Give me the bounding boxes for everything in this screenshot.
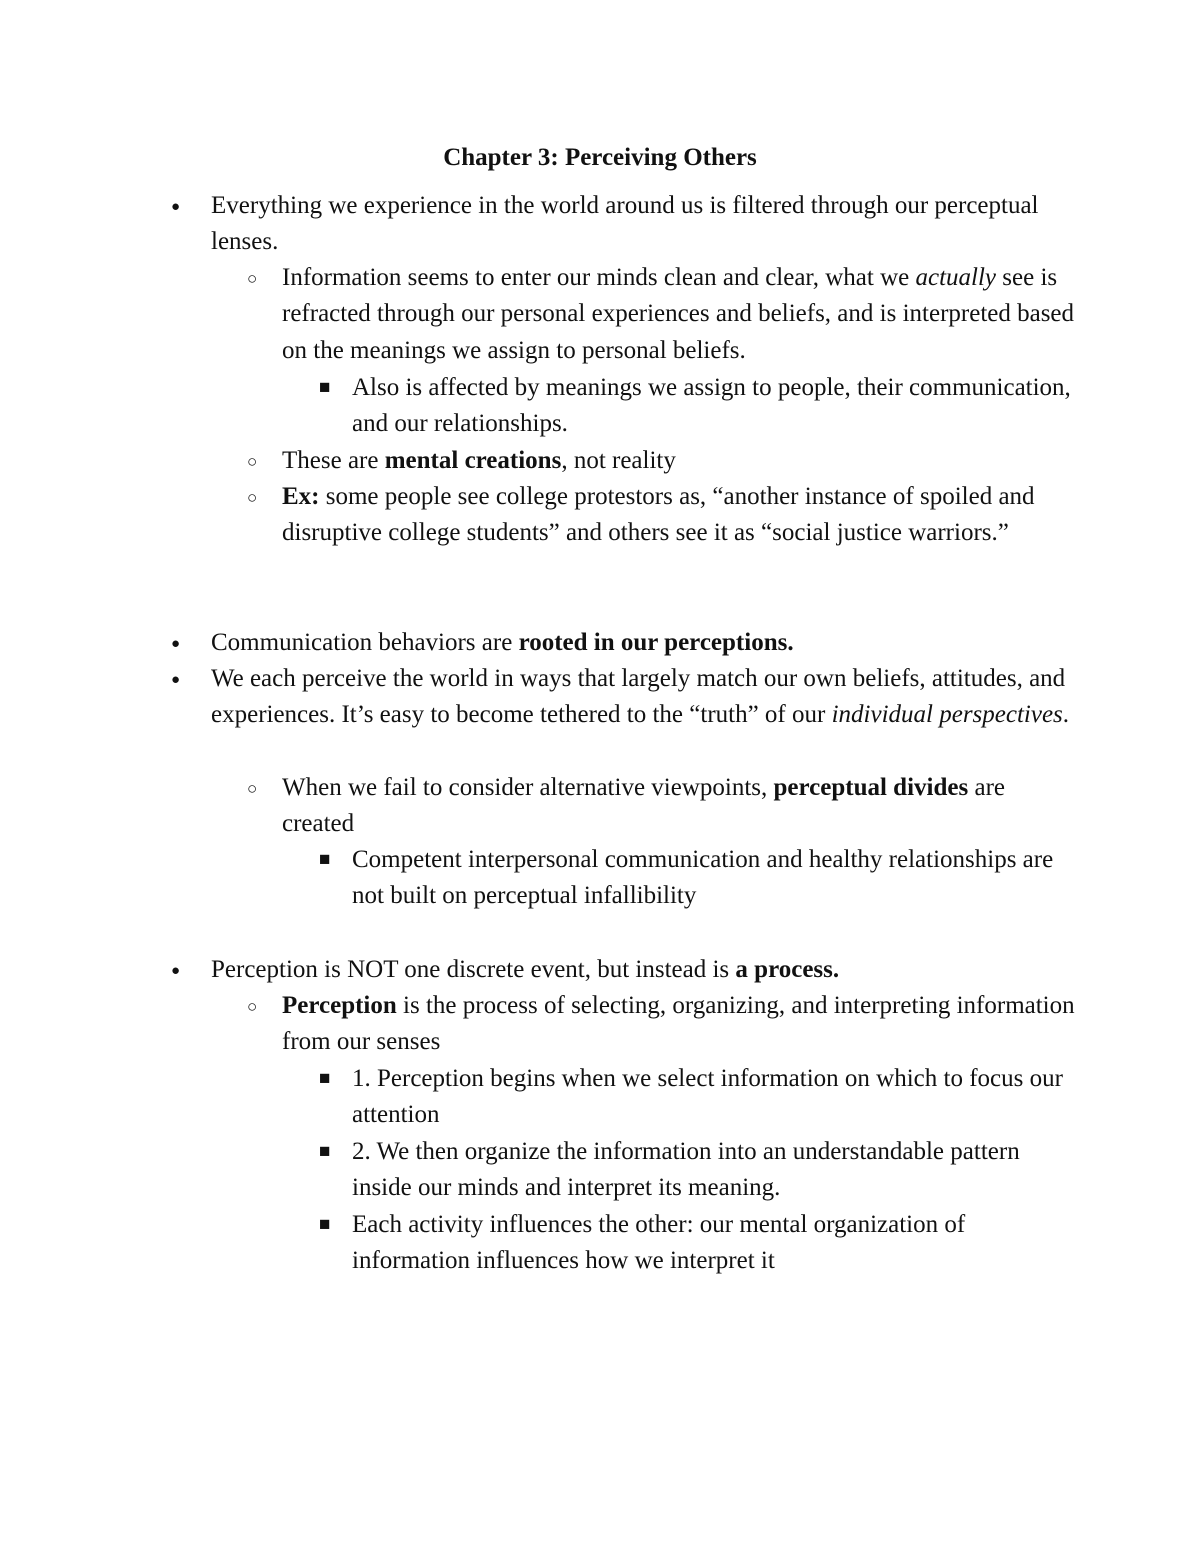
list-item [319,1061,1072,1134]
bullet-square-icon: ■ [319,1068,331,1089]
item-text: Also is affected by meanings we assign to people, their communication, and our relationships. [352,374,1071,438]
bullet-disc-icon: ● [171,672,181,688]
list-item [171,952,1071,988]
bullet-disc-icon: ● [171,199,181,215]
list-item [247,479,1082,552]
list-item [247,770,1082,843]
bullet-circle-icon: ○ [247,488,258,507]
bullet-disc-icon: ● [171,636,181,652]
list-item [319,842,1072,915]
item-text: These are [282,447,385,474]
bold-text: rooted in our perceptions. [518,629,794,656]
item-text: Communication behaviors are [211,629,519,656]
item-text: Everything we experience in the world around us is filtered through our perceptual lenses. [211,192,1039,256]
list-item [247,260,1082,369]
bullet-square-icon: ■ [319,849,331,870]
item-text: are created [282,774,1005,838]
list-item [171,188,1071,261]
bold-text: Perception [282,992,397,1019]
italic-text: actually [915,264,997,291]
bullet-disc-icon: ● [171,963,181,979]
list-item [247,988,1082,1061]
bullet-circle-icon: ○ [247,997,258,1016]
bullet-circle-icon: ○ [247,779,258,798]
bullet-square-icon: ■ [319,1214,331,1235]
list-item [171,625,1071,661]
bullet-circle-icon: ○ [247,269,258,288]
item-text: Competent interpersonal communication and healthy relationships are not built on perceptual infallibility [352,846,1054,910]
item-text: 1. Perception begins when we select information on which to focus our attention [352,1065,1063,1129]
item-text: see is refracted through our personal experiences and beliefs, and is interpreted based on the meanings we assign to personal beliefs. [282,264,1075,364]
bullet-square-icon: ■ [319,377,331,398]
item-text: 2. We then organize the information into an understandable pattern inside our minds and interpret its meaning. [352,1138,1020,1202]
bold-text: mental creations [384,447,562,474]
item-text: When we fail to consider alternative viewpoints, [282,774,774,801]
bold-text: Ex: [282,483,320,510]
bold-text: perceptual divides [773,774,969,801]
item-text: . [1062,701,1070,729]
list-item [171,661,1071,734]
item-text: , not reality [561,447,676,474]
bold-text: a process. [735,956,840,983]
bullet-circle-icon: ○ [247,452,258,471]
bullet-square-icon: ■ [319,1141,331,1162]
italic-text: individual perspectives [831,701,1063,729]
list-item [247,443,1082,479]
item-text: some people see college protestors as, “another instance of spoiled and disruptive college students” and others see it as “social justice warriors.” [282,483,1035,547]
item-text: Each activity influences the other: our mental organization of information influences how we interpret it [352,1211,966,1275]
item-text: We each perceive the world in ways that largely match our own beliefs, attitudes, and experiences. It’s easy to become tethered to the “truth” of our [211,665,1066,729]
list-item [319,1134,1072,1207]
item-text: is the process of selecting, organizing, and interpreting information from our senses [282,992,1075,1056]
item-text: Information seems to enter our minds clean and clear, what we [282,264,916,291]
list-item [319,1207,1072,1280]
page-title: Chapter 3: Perceiving Others [443,144,757,171]
item-text: Perception is NOT one discrete event, but instead is [211,956,736,983]
list-item [319,370,1072,443]
